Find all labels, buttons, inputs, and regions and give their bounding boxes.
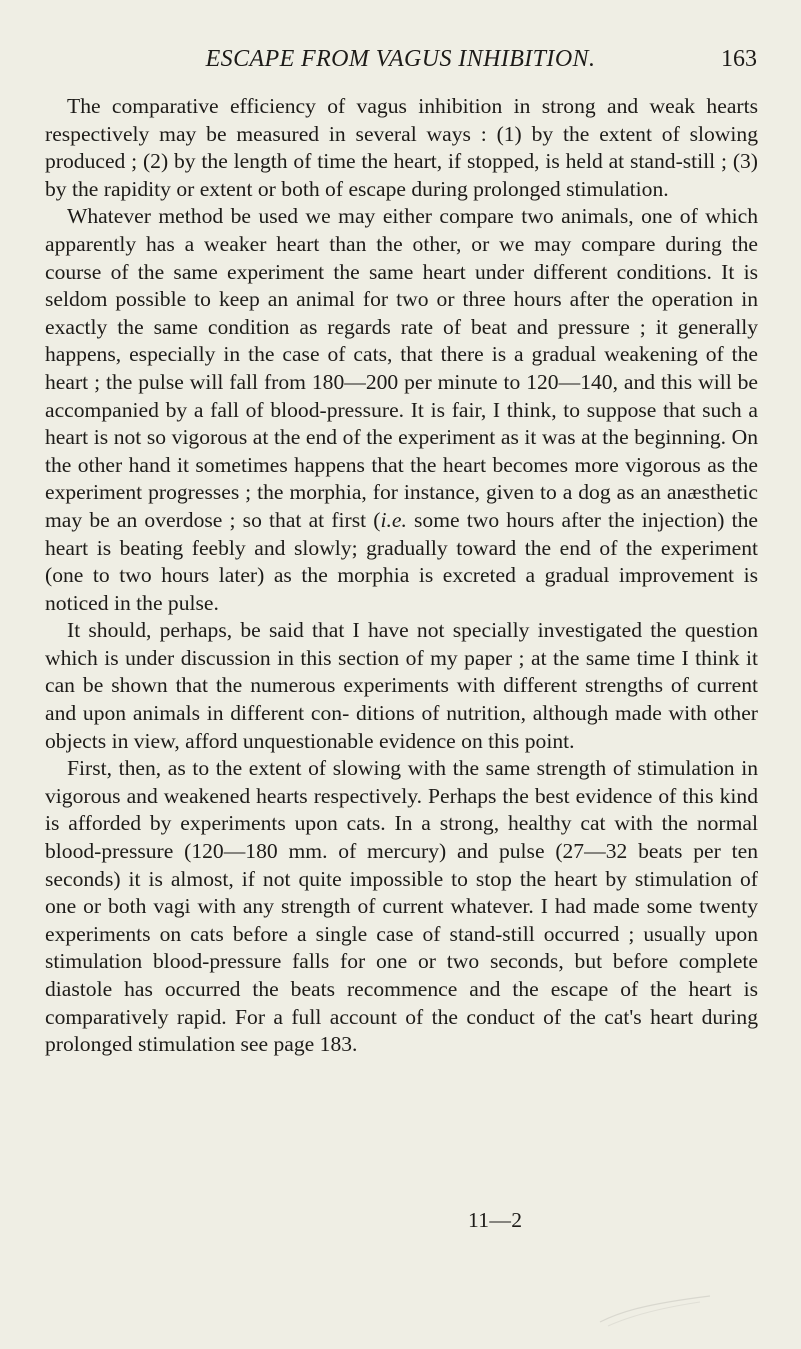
paragraph-2-part-2: some two hours after the injection) the heart is beating feebly and slowly; gradually toward the end of the experiment (one to two hours later) as the morphia is excreted a gradual improvement is noticed in the pulse. (45, 507, 758, 615)
paragraph-1: The comparative efficiency of vagus inhibition in strong and weak hearts respectively may be measured in several ways : (1) by the extent of slowing produced ; (2) by the length of time the heart, if stopped, is held at stand-still ; (3) by the rapidity or extent or both of escape during prolonged stimulation. (45, 94, 758, 201)
running-head (0, 46, 801, 80)
paragraph-2 (45, 203, 758, 617)
signature-mark: 11—2 (468, 1208, 523, 1232)
body-text (45, 93, 758, 1059)
paragraph-2-part-1: Whatever method be used we may either compare two animals, one of which apparently has a weaker heart than the other, or we may compare during the course of the same experiment the same heart under different conditions. It is seldom possible to keep an animal for two or three hours after the operation in exactly the same condition as regards rate of beat and pressure ; it generally happens, especially in the case of cats, that there is a gradual weakening of the heart ; the pulse will fall from 180—200 per minute to 120—140, and this will be accompanied by a fall of blood-pressure. It is fair, I think, to suppose that such a heart is not so vigorous at the end of the experiment as it was at the beginning. On the other hand it sometimes happens that the heart becomes more vigorous as the experiment progresses ; the morphia, for instance, given to a dog as an anæsthetic may be an overdose ; so that at first ( (45, 204, 758, 532)
page-smudge-mark (590, 1290, 720, 1330)
paragraph-2-italic-abbrev: i.e. (380, 507, 407, 532)
running-title: ESCAPE FROM VAGUS INHIBITION. (205, 46, 596, 72)
paragraph-4: First, then, as to the extent of slowing with the same strength of stimulation in vigorous and weakened hearts respectively. Perhaps the best evidence of this kind is afforded by experiments upon cats. In a strong, healthy cat with the normal blood-pressure (120—180 mm. of mercury) and pulse (27—32 beats per ten seconds) it is almost, if not quite impossible to stop the heart by stimulation of one or both vagi with any strength of current whatever. I had made some twenty experiments on cats before a single case of stand-still occurred ; usually upon stimulation blood-pressure falls for one or two seconds, but before complete diastole has occurred the beats recommence and the escape of the heart is comparatively rapid. For a full account of the conduct of the cat's heart during prolonged stimulation see page 183. (45, 756, 758, 1057)
paragraph-3: It should, perhaps, be said that I have not specially investigated the question which is under discussion in this section of my paper ; at the same time I think it can be shown that the numerous experiments with different strengths of current and upon animals in different con- ditions of nutrition, although made with other objects in view, afford unquestionable evidence on this point. (45, 618, 758, 753)
page-number: 163 (721, 46, 757, 72)
